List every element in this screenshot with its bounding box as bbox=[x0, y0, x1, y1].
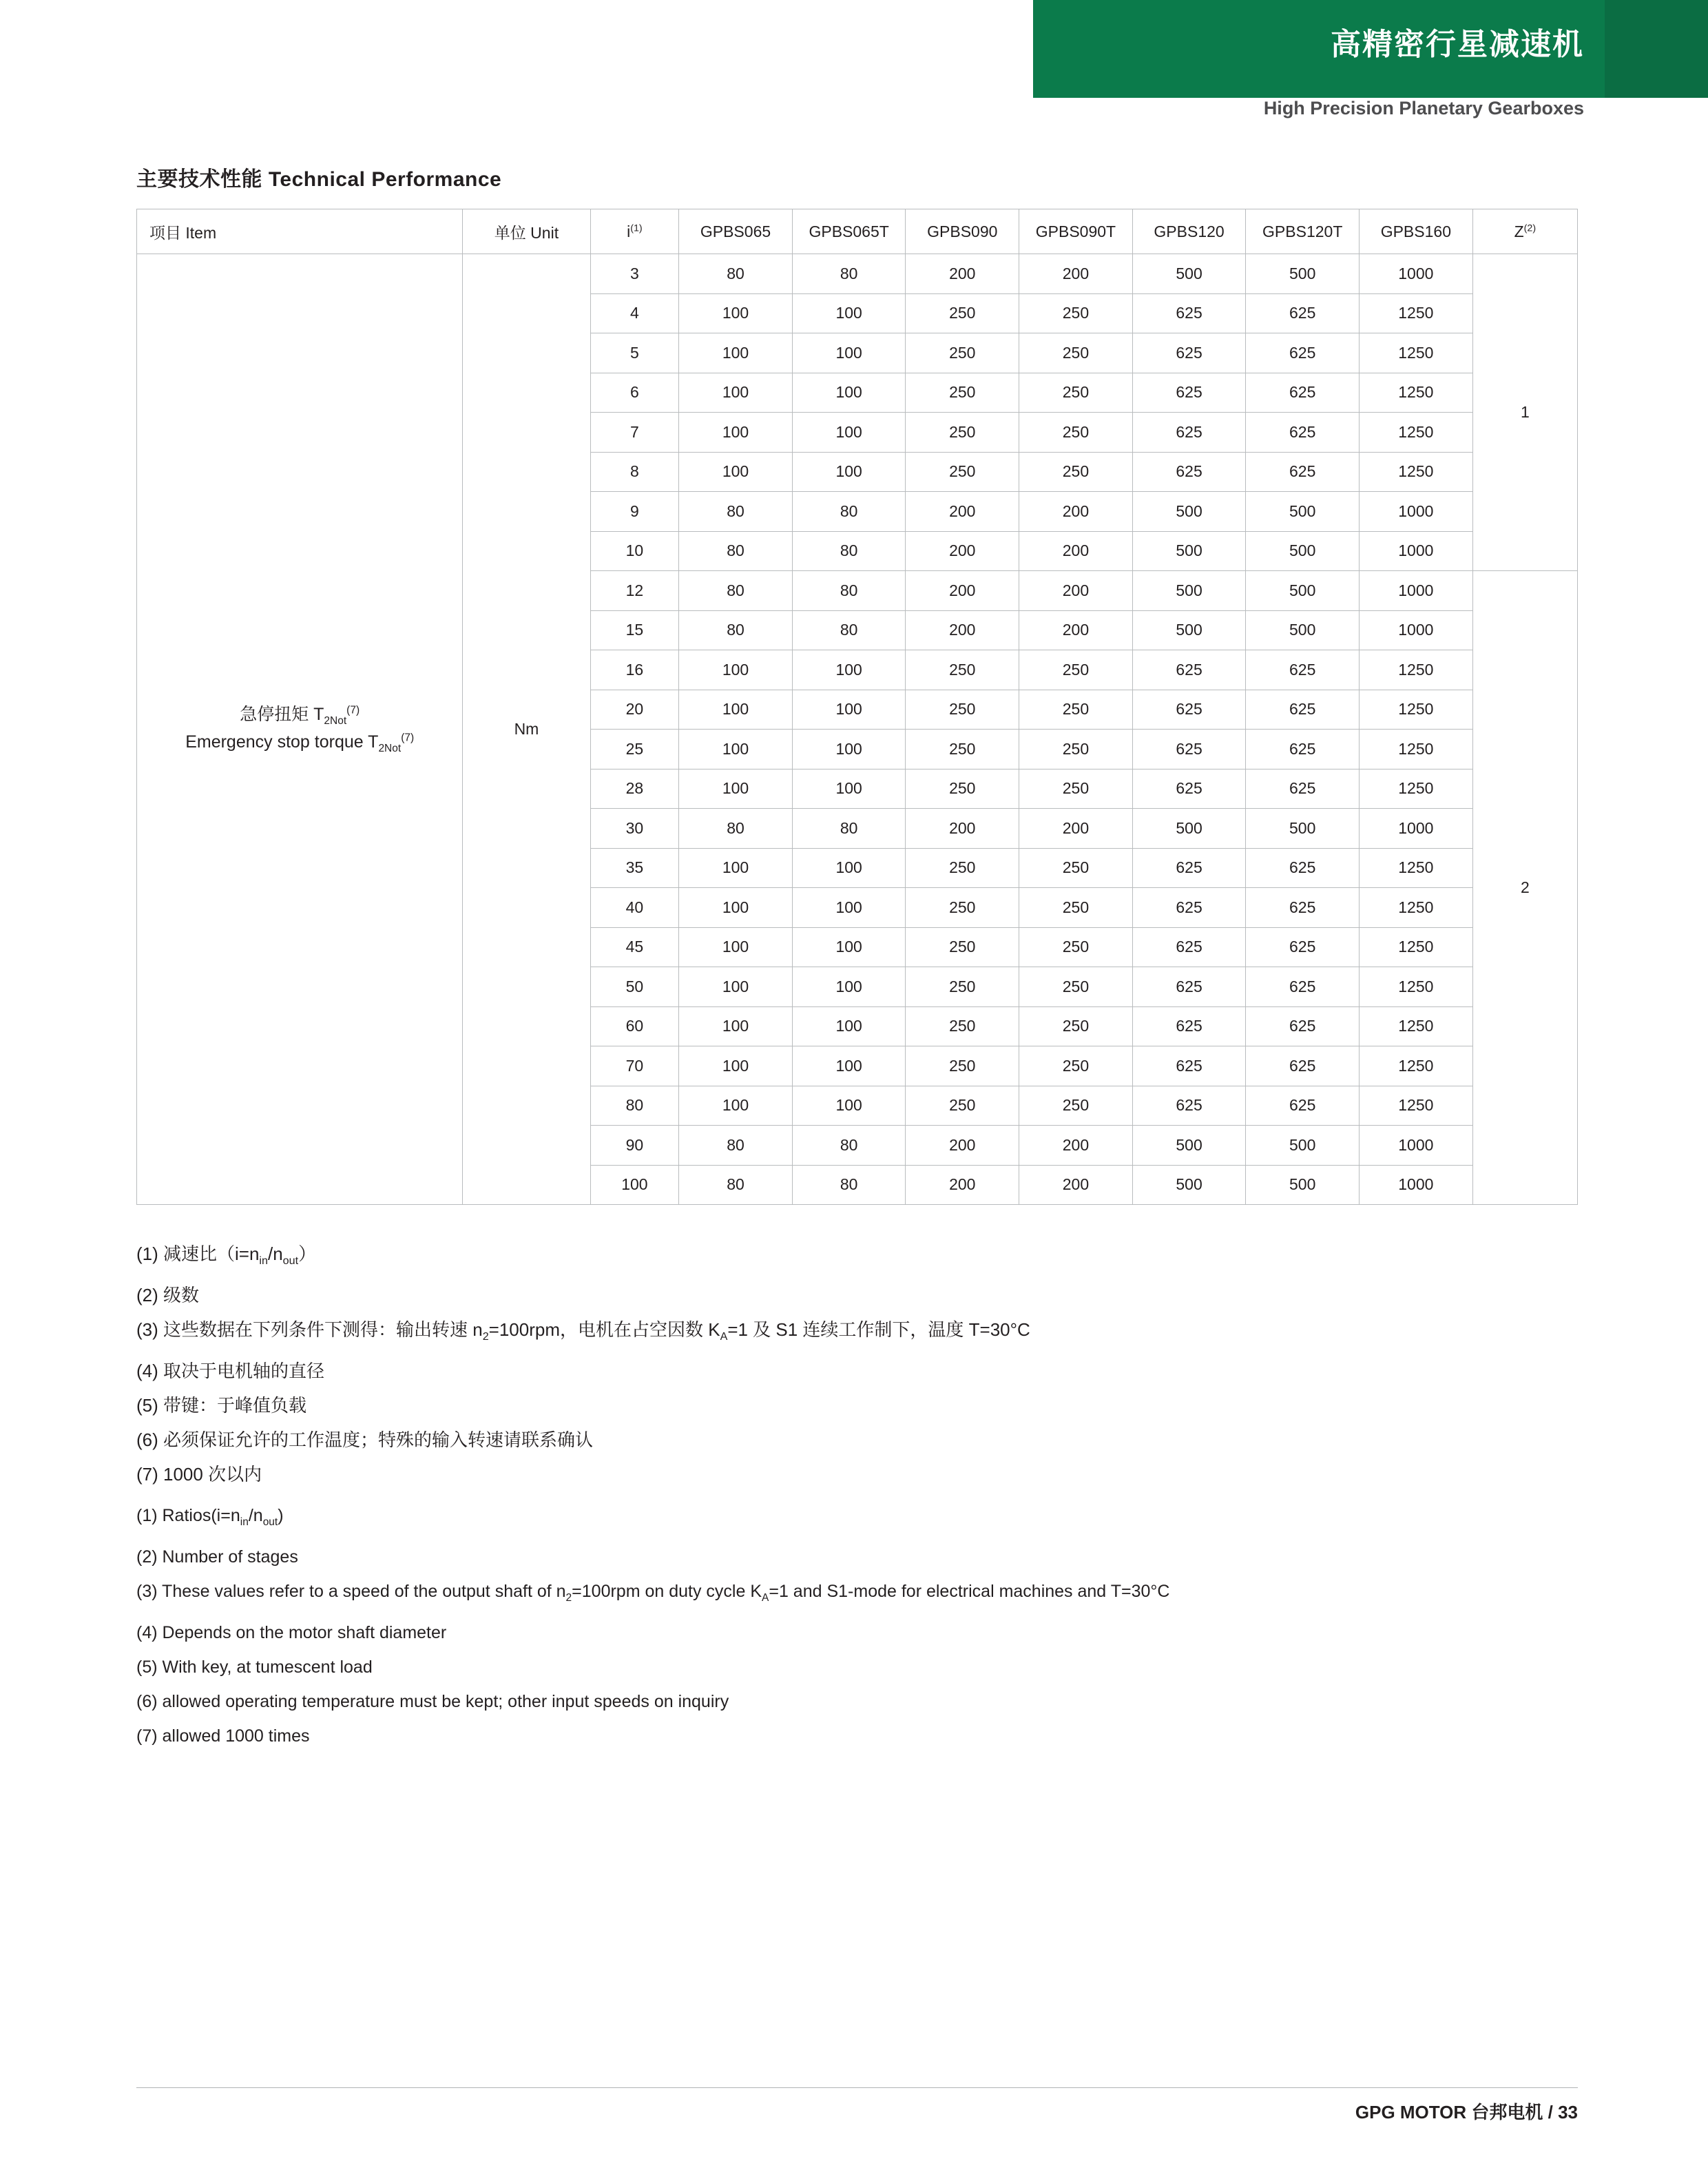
cell-value: 625 bbox=[1132, 1006, 1246, 1046]
cell-value: 100 bbox=[792, 1006, 906, 1046]
cell-value: 100 bbox=[679, 967, 793, 1007]
technical-performance-table bbox=[136, 209, 1578, 1205]
cell-value: 80 bbox=[679, 254, 793, 294]
cell-value: 250 bbox=[906, 769, 1019, 809]
cell-ratio: 25 bbox=[590, 730, 679, 769]
cell-value: 500 bbox=[1246, 531, 1360, 571]
cell-value: 100 bbox=[792, 888, 906, 928]
page-title: 主要技术性能 Technical Performance bbox=[136, 168, 502, 191]
cell-value: 625 bbox=[1132, 650, 1246, 690]
cell-value: 250 bbox=[906, 413, 1019, 453]
cell-value: 625 bbox=[1132, 452, 1246, 492]
cell-value: 1250 bbox=[1360, 452, 1473, 492]
row-label-cn-main: 急停扭矩 T bbox=[240, 705, 324, 725]
cell-value: 1250 bbox=[1360, 293, 1473, 333]
footnote-cn-1: (1) 减速比$(i=n_{in}/n_{out})$ bbox=[136, 1243, 317, 1268]
cell-value: 100 bbox=[679, 293, 793, 333]
cell-value: 500 bbox=[1246, 809, 1360, 849]
row-label-en-sub: 2Not bbox=[378, 742, 402, 754]
cell-value: 500 bbox=[1132, 610, 1246, 650]
cell-value: 250 bbox=[1019, 730, 1133, 769]
cell-value: 200 bbox=[1019, 610, 1133, 650]
cell-value: 625 bbox=[1132, 373, 1246, 413]
cell-value: 80 bbox=[792, 254, 906, 294]
cell-ratio: 8 bbox=[590, 452, 679, 492]
cell-value: 625 bbox=[1132, 1046, 1246, 1086]
cell-value: 1250 bbox=[1360, 373, 1473, 413]
cell-value: 250 bbox=[906, 690, 1019, 730]
cell-ratio: 30 bbox=[590, 809, 679, 849]
cell-value: 1250 bbox=[1360, 967, 1473, 1007]
cell-value: 100 bbox=[679, 373, 793, 413]
cell-value: 80 bbox=[679, 1165, 793, 1205]
cell-value: 625 bbox=[1246, 927, 1360, 967]
cell-value: 200 bbox=[906, 492, 1019, 532]
cell-ratio: 50 bbox=[590, 967, 679, 1007]
cell-value: 100 bbox=[679, 690, 793, 730]
cell-value: 200 bbox=[1019, 809, 1133, 849]
cell-ratio: 4 bbox=[590, 293, 679, 333]
cell-value: 1250 bbox=[1360, 1086, 1473, 1126]
cell-value: 500 bbox=[1246, 1165, 1360, 1205]
header-title-en: High Precision Planetary Gearboxes bbox=[1263, 98, 1584, 118]
footer-divider bbox=[136, 2087, 1578, 2088]
cell-value: 1000 bbox=[1360, 492, 1473, 532]
cell-value: 250 bbox=[906, 1046, 1019, 1086]
cell-ratio: 28 bbox=[590, 769, 679, 809]
cell-value: 1000 bbox=[1360, 254, 1473, 294]
cell-value: 1000 bbox=[1360, 610, 1473, 650]
cell-value: 1250 bbox=[1360, 730, 1473, 769]
cell-value: 250 bbox=[1019, 967, 1133, 1007]
cell-value: 200 bbox=[906, 1165, 1019, 1205]
header-title-cn: 高精密行星减速机 bbox=[1331, 28, 1584, 61]
cell-value: 80 bbox=[792, 809, 906, 849]
cell-value: 625 bbox=[1246, 1046, 1360, 1086]
cell-value: 1250 bbox=[1360, 690, 1473, 730]
cell-value: 80 bbox=[679, 571, 793, 611]
cell-value: 1250 bbox=[1360, 769, 1473, 809]
footnote-en-4: (4) Depends on the motor shaft diameter bbox=[136, 1623, 447, 1642]
row-label-en bbox=[137, 730, 462, 756]
cell-value: 200 bbox=[906, 809, 1019, 849]
cell-value: 100 bbox=[679, 1086, 793, 1126]
cell-value: 250 bbox=[1019, 452, 1133, 492]
cell-value: 1250 bbox=[1360, 413, 1473, 453]
cell-value: 250 bbox=[906, 927, 1019, 967]
cell-value: 500 bbox=[1246, 1126, 1360, 1166]
cell-value: 100 bbox=[679, 1046, 793, 1086]
cell-value: 500 bbox=[1132, 254, 1246, 294]
cell-value: 80 bbox=[792, 531, 906, 571]
cell-value: 625 bbox=[1246, 413, 1360, 453]
cell-value: 500 bbox=[1246, 492, 1360, 532]
cell-value: 100 bbox=[792, 293, 906, 333]
cell-value: 625 bbox=[1246, 690, 1360, 730]
cell-value: 100 bbox=[679, 1006, 793, 1046]
cell-value: 1250 bbox=[1360, 1046, 1473, 1086]
cell-value: 625 bbox=[1132, 730, 1246, 769]
footnotes-english bbox=[136, 1498, 1514, 1753]
cell-value: 250 bbox=[1019, 333, 1133, 373]
cell-value: 100 bbox=[792, 927, 906, 967]
cell-value: 250 bbox=[906, 1086, 1019, 1126]
header-green-bar-accent bbox=[1605, 0, 1708, 98]
footnote-cn-4: (4) 取决于电机轴的直径 bbox=[136, 1361, 325, 1382]
cell-value: 250 bbox=[1019, 848, 1133, 888]
cell-value: 100 bbox=[792, 413, 906, 453]
cell-value: 625 bbox=[1246, 1006, 1360, 1046]
cell-value: 625 bbox=[1132, 848, 1246, 888]
cell-value: 625 bbox=[1246, 650, 1360, 690]
cell-value: 250 bbox=[906, 1006, 1019, 1046]
cell-value: 100 bbox=[679, 888, 793, 928]
row-label-cn-sup: (7) bbox=[346, 704, 360, 716]
cell-value: 100 bbox=[679, 927, 793, 967]
cell-value: 1250 bbox=[1360, 333, 1473, 373]
cell-ratio: 3 bbox=[590, 254, 679, 294]
row-label-en-main: Emergency stop torque T bbox=[185, 732, 379, 752]
cell-value: 1000 bbox=[1360, 531, 1473, 571]
cell-value: 625 bbox=[1132, 690, 1246, 730]
table-header-row bbox=[137, 209, 1578, 254]
footnote-en-6: (6) allowed operating temperature must be kept; other input speeds on inquiry bbox=[136, 1692, 729, 1711]
cell-value: 200 bbox=[906, 610, 1019, 650]
column-header-item: 项目 Item bbox=[137, 209, 463, 254]
cell-value: 625 bbox=[1246, 373, 1360, 413]
cell-value: 80 bbox=[792, 492, 906, 532]
column-header-model-3: GPBS090T bbox=[1019, 209, 1133, 254]
cell-value: 625 bbox=[1132, 333, 1246, 373]
cell-value: 200 bbox=[906, 254, 1019, 294]
cell-value: 200 bbox=[1019, 571, 1133, 611]
column-header-unit: 单位 Unit bbox=[463, 209, 590, 254]
footnote-en-1: (1) $Ratios(i=n_{in}/n_{out})$ bbox=[136, 1506, 284, 1528]
cell-value: 80 bbox=[792, 1126, 906, 1166]
cell-value: 200 bbox=[1019, 254, 1133, 294]
cell-ratio: 12 bbox=[590, 571, 679, 611]
cell-stage-group: 2 bbox=[1472, 571, 1577, 1205]
cell-value: 500 bbox=[1132, 809, 1246, 849]
cell-value: 100 bbox=[792, 1046, 906, 1086]
cell-value: 80 bbox=[679, 809, 793, 849]
cell-value: 1250 bbox=[1360, 888, 1473, 928]
column-header-model-6: GPBS160 bbox=[1360, 209, 1473, 254]
footnote-cn-3: (3) 这些数据在下列条件下测得：输出转速 $n_2=100rpm$，电机在占空因数 $K_A=1$ 及 S1 连续工作制下，温度 T=30°C bbox=[136, 1319, 1030, 1343]
cell-value: 200 bbox=[1019, 1165, 1133, 1205]
cell-value: 500 bbox=[1132, 492, 1246, 532]
cell-value: 625 bbox=[1246, 848, 1360, 888]
cell-value: 100 bbox=[792, 373, 906, 413]
footnote-cn-6: (6) 必须保证允许的工作温度；特殊的输入转速请联系确认 bbox=[136, 1429, 594, 1451]
cell-value: 80 bbox=[792, 571, 906, 611]
cell-value: 250 bbox=[906, 967, 1019, 1007]
cell-ratio: 100 bbox=[590, 1165, 679, 1205]
cell-value: 625 bbox=[1132, 967, 1246, 1007]
cell-value: 250 bbox=[906, 333, 1019, 373]
cell-value: 1000 bbox=[1360, 571, 1473, 611]
cell-value: 250 bbox=[1019, 1086, 1133, 1126]
cell-ratio: 15 bbox=[590, 610, 679, 650]
row-unit-value: Nm bbox=[463, 254, 590, 1205]
cell-value: 625 bbox=[1132, 293, 1246, 333]
cell-value: 100 bbox=[792, 730, 906, 769]
cell-value: 1250 bbox=[1360, 1006, 1473, 1046]
cell-ratio: 35 bbox=[590, 848, 679, 888]
cell-value: 100 bbox=[679, 848, 793, 888]
cell-value: 250 bbox=[1019, 413, 1133, 453]
cell-value: 80 bbox=[679, 1126, 793, 1166]
cell-value: 80 bbox=[679, 531, 793, 571]
cell-value: 500 bbox=[1246, 571, 1360, 611]
footnote-en-7: (7) allowed 1000 times bbox=[136, 1726, 310, 1746]
cell-value: 250 bbox=[1019, 769, 1133, 809]
cell-value: 250 bbox=[1019, 373, 1133, 413]
cell-value: 200 bbox=[906, 531, 1019, 571]
cell-value: 100 bbox=[792, 848, 906, 888]
cell-value: 100 bbox=[679, 333, 793, 373]
cell-value: 250 bbox=[906, 293, 1019, 333]
cell-value: 1250 bbox=[1360, 650, 1473, 690]
cell-value: 250 bbox=[1019, 1006, 1133, 1046]
footnote-en-3: (3) These values refer to a speed of the output shaft of $n_2=100rpm$ on duty cycle $K_A=1$ and S1-mode for electrical machines and T=30°C bbox=[136, 1582, 1170, 1604]
cell-value: 250 bbox=[1019, 927, 1133, 967]
cell-value: 1000 bbox=[1360, 1165, 1473, 1205]
cell-ratio: 20 bbox=[590, 690, 679, 730]
cell-value: 625 bbox=[1246, 967, 1360, 1007]
footer-brand-and-page: GPG MOTOR 台邦电机 / 33 bbox=[1355, 2102, 1578, 2122]
cell-value: 625 bbox=[1246, 293, 1360, 333]
cell-value: 1250 bbox=[1360, 848, 1473, 888]
column-header-stages bbox=[1472, 209, 1577, 254]
cell-value: 1250 bbox=[1360, 927, 1473, 967]
cell-value: 80 bbox=[792, 610, 906, 650]
cell-value: 250 bbox=[906, 650, 1019, 690]
column-header-model-4: GPBS120 bbox=[1132, 209, 1246, 254]
cell-ratio: 40 bbox=[590, 888, 679, 928]
table-row bbox=[137, 254, 1578, 294]
cell-value: 200 bbox=[906, 1126, 1019, 1166]
stages-footnote: (2) bbox=[1523, 222, 1537, 234]
column-header-model-0: GPBS065 bbox=[679, 209, 793, 254]
cell-value: 200 bbox=[1019, 492, 1133, 532]
cell-value: 100 bbox=[679, 650, 793, 690]
cell-value: 100 bbox=[792, 690, 906, 730]
cell-ratio: 16 bbox=[590, 650, 679, 690]
column-header-model-2: GPBS090 bbox=[906, 209, 1019, 254]
footnote-cn-2: (2) 级数 bbox=[136, 1285, 200, 1306]
cell-value: 625 bbox=[1246, 452, 1360, 492]
ratio-footnote: (1) bbox=[630, 222, 643, 234]
cell-value: 500 bbox=[1132, 1165, 1246, 1205]
cell-ratio: 45 bbox=[590, 927, 679, 967]
row-label-emergency-stop-torque bbox=[137, 254, 463, 1205]
cell-value: 100 bbox=[792, 650, 906, 690]
cell-stage-group: 1 bbox=[1472, 254, 1577, 571]
cell-value: 500 bbox=[1132, 531, 1246, 571]
column-header-model-1: GPBS065T bbox=[792, 209, 906, 254]
cell-value: 200 bbox=[1019, 531, 1133, 571]
cell-value: 250 bbox=[1019, 650, 1133, 690]
cell-value: 100 bbox=[679, 452, 793, 492]
cell-value: 100 bbox=[679, 730, 793, 769]
cell-value: 250 bbox=[906, 888, 1019, 928]
cell-value: 100 bbox=[792, 769, 906, 809]
cell-value: 1000 bbox=[1360, 809, 1473, 849]
cell-value: 100 bbox=[792, 452, 906, 492]
cell-value: 250 bbox=[1019, 690, 1133, 730]
footnotes-chinese bbox=[136, 1237, 1514, 1491]
cell-value: 250 bbox=[906, 730, 1019, 769]
cell-value: 625 bbox=[1246, 333, 1360, 373]
cell-value: 625 bbox=[1132, 927, 1246, 967]
column-header-ratio bbox=[590, 209, 679, 254]
cell-value: 100 bbox=[792, 1086, 906, 1126]
technical-performance-table-wrap bbox=[136, 209, 1578, 1205]
column-header-model-5: GPBS120T bbox=[1246, 209, 1360, 254]
cell-value: 625 bbox=[1132, 769, 1246, 809]
cell-ratio: 10 bbox=[590, 531, 679, 571]
cell-value: 625 bbox=[1246, 888, 1360, 928]
cell-value: 250 bbox=[1019, 888, 1133, 928]
cell-value: 625 bbox=[1246, 1086, 1360, 1126]
footnote-cn-7: (7) 1000 次以内 bbox=[136, 1464, 262, 1485]
cell-value: 100 bbox=[679, 413, 793, 453]
cell-value: 250 bbox=[1019, 1046, 1133, 1086]
cell-value: 80 bbox=[792, 1165, 906, 1205]
footnote-en-5: (5) With key, at tumescent load bbox=[136, 1657, 373, 1677]
row-label-en-sup: (7) bbox=[401, 732, 415, 744]
cell-value: 1000 bbox=[1360, 1126, 1473, 1166]
cell-ratio: 60 bbox=[590, 1006, 679, 1046]
cell-ratio: 6 bbox=[590, 373, 679, 413]
cell-ratio: 5 bbox=[590, 333, 679, 373]
cell-value: 80 bbox=[679, 492, 793, 532]
cell-ratio: 80 bbox=[590, 1086, 679, 1126]
cell-value: 500 bbox=[1246, 610, 1360, 650]
page-header bbox=[0, 0, 1708, 98]
cell-value: 250 bbox=[906, 848, 1019, 888]
cell-value: 500 bbox=[1246, 254, 1360, 294]
cell-value: 625 bbox=[1246, 730, 1360, 769]
ratio-symbol: i bbox=[627, 222, 631, 240]
cell-value: 200 bbox=[906, 571, 1019, 611]
cell-value: 500 bbox=[1132, 571, 1246, 611]
footnote-cn-5: (5) 带键：于峰值负载 bbox=[136, 1395, 307, 1416]
cell-ratio: 9 bbox=[590, 492, 679, 532]
cell-value: 625 bbox=[1132, 888, 1246, 928]
cell-value: 200 bbox=[1019, 1126, 1133, 1166]
cell-value: 100 bbox=[792, 333, 906, 373]
cell-value: 100 bbox=[679, 769, 793, 809]
cell-ratio: 7 bbox=[590, 413, 679, 453]
cell-value: 100 bbox=[792, 967, 906, 1007]
cell-value: 625 bbox=[1132, 413, 1246, 453]
cell-value: 250 bbox=[1019, 293, 1133, 333]
stages-symbol: Z bbox=[1514, 222, 1524, 240]
cell-value: 500 bbox=[1132, 1126, 1246, 1166]
table-body bbox=[137, 254, 1578, 1205]
cell-ratio: 90 bbox=[590, 1126, 679, 1166]
cell-ratio: 70 bbox=[590, 1046, 679, 1086]
cell-value: 250 bbox=[906, 373, 1019, 413]
row-label-cn bbox=[137, 702, 462, 729]
cell-value: 625 bbox=[1246, 769, 1360, 809]
row-label-cn-sub: 2Not bbox=[324, 715, 347, 727]
cell-value: 625 bbox=[1132, 1086, 1246, 1126]
cell-value: 80 bbox=[679, 610, 793, 650]
footnote-en-2: (2) Number of stages bbox=[136, 1547, 298, 1567]
cell-value: 250 bbox=[906, 452, 1019, 492]
